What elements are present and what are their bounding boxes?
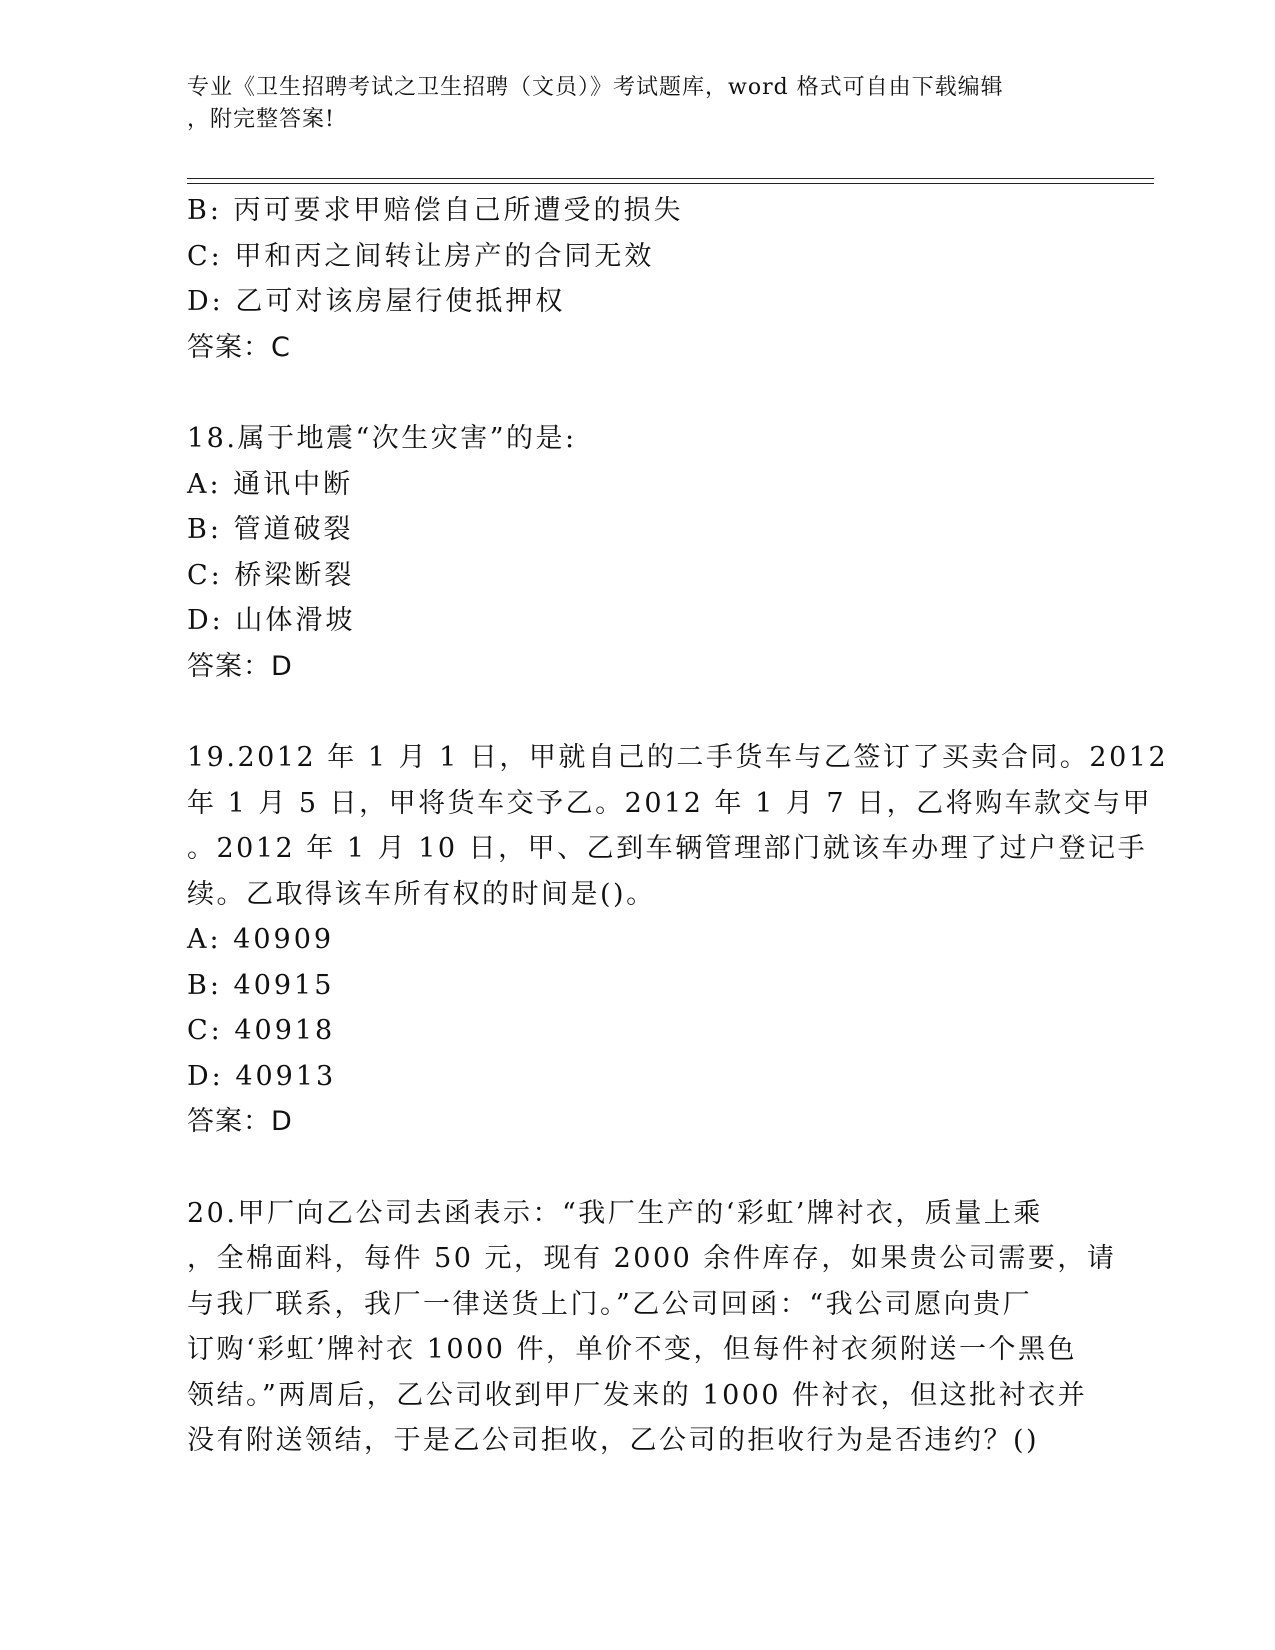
option-c: C: 桥梁断裂 [187, 559, 355, 591]
option-c: C: 甲和丙之间转让房产的合同无效 [187, 240, 655, 272]
question-stem-line: 领结。”两周后，乙公司收到甲厂发来的 1000 件衬衣，但这批衬衣并 [187, 1379, 1088, 1411]
question-stem: 18.属于地震“次生灾害”的是: [187, 423, 577, 454]
document-body [187, 188, 1169, 1464]
question-stem-line: 19.2012 年 1 月 1 日，甲就自己的二手货车与乙签订了买卖合同。2012 [187, 742, 1169, 773]
question-stem-line: 续。乙取得该车所有权的时间是()。 [187, 878, 656, 910]
option-b: B: 管道破裂 [187, 514, 354, 545]
spacer [187, 1145, 1087, 1191]
question-17-tail [187, 188, 1087, 370]
answer-label: 答案：D [187, 1106, 293, 1137]
spacer [187, 370, 1087, 416]
spacer [187, 689, 1087, 735]
question-stem-line: 20.甲厂向乙公司去函表示：“我厂生产的‘彩虹’牌衬衣，质量上乘 [187, 1197, 1043, 1229]
question-stem-line: 没有附送领结，于是乙公司拒收，乙公司的拒收行为是否违约？() [187, 1425, 1040, 1456]
header-line-2: ，附完整答案! [187, 107, 335, 132]
option-d: D: 山体滑坡 [187, 605, 356, 636]
question-stem-line: 与我厂联系，我厂一律送货上门。”乙公司回函：“我公司愿向贵厂 [187, 1288, 1033, 1320]
question-stem-line: 订购‘彩虹’牌衬衣 1000 件，单价不变，但每件衬衣须附送一个黑色 [187, 1334, 1078, 1365]
answer-label: 答案：D [187, 650, 293, 682]
question-stem-line: 年 1 月 5 日，甲将货车交予乙。2012 年 1 月 7 日，乙将购车款交与甲 [187, 787, 1153, 819]
question-19 [187, 735, 1169, 1145]
question-stem-line: 。2012 年 1 月 10 日，甲、乙到车辆管理部门就该车办理了过户登记手 [187, 833, 1148, 864]
option-d: D: 乙可对该房屋行使抵押权 [187, 286, 566, 317]
option-d: D: 40913 [187, 1060, 337, 1092]
question-20 [187, 1191, 1117, 1464]
option-a: A: 通讯中断 [187, 468, 354, 500]
option-b: B: 丙可要求甲赔偿自己所遭受的损失 [187, 195, 684, 226]
option-a: A: 40909 [187, 924, 335, 955]
header-divider [187, 178, 1154, 184]
option-b: B: 40915 [187, 969, 335, 1001]
question-stem-line: ，全棉面料，每件 50 元，现有 2000 余件库存，如果贵公司需要，请 [187, 1243, 1117, 1274]
document-header [187, 72, 1087, 136]
answer-label: 答案：C [187, 331, 291, 363]
question-18 [187, 416, 1087, 689]
header-line-1: 专业《卫生招聘考试之卫生招聘（文员）》考试题库，word 格式可自由下载编辑 [187, 75, 1004, 100]
option-c: C: 40918 [187, 1015, 336, 1046]
